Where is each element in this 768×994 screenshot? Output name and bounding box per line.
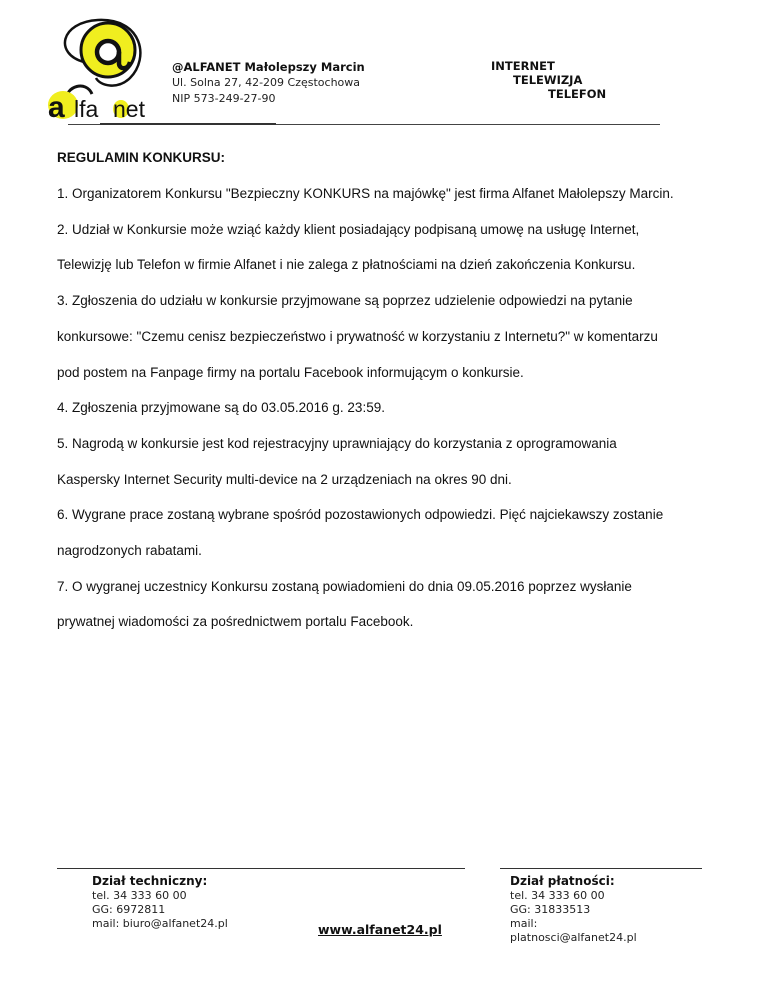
- document-line: Kaspersky Internet Security multi-device na 2 urządzeniach na okres 90 dni.: [57, 471, 512, 487]
- document-line: pod postem na Fanpage firmy na portalu Facebook informującym o konkursie.: [57, 364, 524, 380]
- service-internet: INTERNET: [491, 59, 555, 73]
- document-line: 6. Wygrane prace zostaną wybrane spośród pozostawionych odpowiedzi. Pięć najciekawszy zostanie: [57, 507, 664, 523]
- svg-text:a: a: [48, 91, 65, 122]
- header-divider-accent: [100, 123, 276, 125]
- website-link[interactable]: www.alfanet24.pl: [318, 922, 442, 937]
- document-line: nagrodzonych rabatami.: [57, 543, 202, 559]
- footer-divider-left: [57, 868, 465, 869]
- document-line: 5. Nagrodą w konkursie jest kod rejestracyjny uprawniający do korzystania z oprogramowania: [57, 435, 617, 451]
- company-address: Ul. Solna 27, 42-209 Częstochowa: [172, 76, 361, 89]
- technical-gg: GG: 6972811: [92, 903, 166, 916]
- service-telewizja: TELEWIZJA: [513, 73, 583, 87]
- document-body: [57, 140, 722, 640]
- document-line: 2. Udział w Konkursie może wziąć każdy klient posiadający podpisaną umowę na usługę Internet,: [57, 221, 640, 237]
- payments-mail-label: mail:: [510, 917, 538, 930]
- payments-gg: GG: 31833513: [510, 903, 591, 916]
- document-line: prywatnej wiadomości za pośrednictwem portalu Facebook.: [57, 614, 414, 630]
- service-telefon: TELEFON: [548, 87, 607, 101]
- at-sign-logo-icon: [46, 16, 156, 122]
- technical-mail: mail: biuro@alfanet24.pl: [92, 917, 228, 930]
- svg-text:net: net: [113, 96, 145, 122]
- payments-heading: Dział płatności:: [510, 874, 615, 888]
- company-nip: NIP 573-249-27-90: [172, 92, 276, 105]
- alfanet-logo: [46, 16, 156, 122]
- svg-text:lfa: lfa: [74, 96, 99, 122]
- document-line: konkursowe: "Czemu cenisz bezpieczeństwo i prywatność w korzystaniu z Internetu?" w komentarzu: [57, 328, 658, 344]
- footer-payments: [510, 874, 637, 945]
- payments-tel: tel. 34 333 60 00: [510, 889, 605, 902]
- document-line: 7. O wygranej uczestnicy Konkursu zostaną powiadomieni do dnia 09.05.2016 poprzez wysłanie: [57, 578, 632, 594]
- technical-tel: tel. 34 333 60 00: [92, 889, 187, 902]
- document-line: 3. Zgłoszenia do udziału w konkursie przyjmowane są poprzez udzielenie odpowiedzi na pytanie: [57, 293, 633, 309]
- footer-divider-right: [500, 868, 702, 869]
- document-title: REGULAMIN KONKURSU:: [57, 150, 225, 165]
- technical-heading: Dział techniczny:: [92, 874, 208, 888]
- document-line: 1. Organizatorem Konkursu "Bezpieczny KONKURS na majówkę" jest firma Alfanet Małolepszy Marcin.: [57, 186, 674, 201]
- company-info: [172, 59, 365, 107]
- document-line: 4. Zgłoszenia przyjmowane są do 03.05.2016 g. 23:59.: [57, 400, 385, 416]
- payments-mail[interactable]: platnosci@alfanet24.pl: [510, 931, 637, 944]
- document-line: Telewizję lub Telefon w firmie Alfanet i nie zalega z płatnościami na dzień zakończenia Konkursu.: [57, 257, 636, 273]
- footer-technical: [92, 874, 228, 931]
- company-name: @ALFANET Małolepszy Marcin: [172, 60, 365, 74]
